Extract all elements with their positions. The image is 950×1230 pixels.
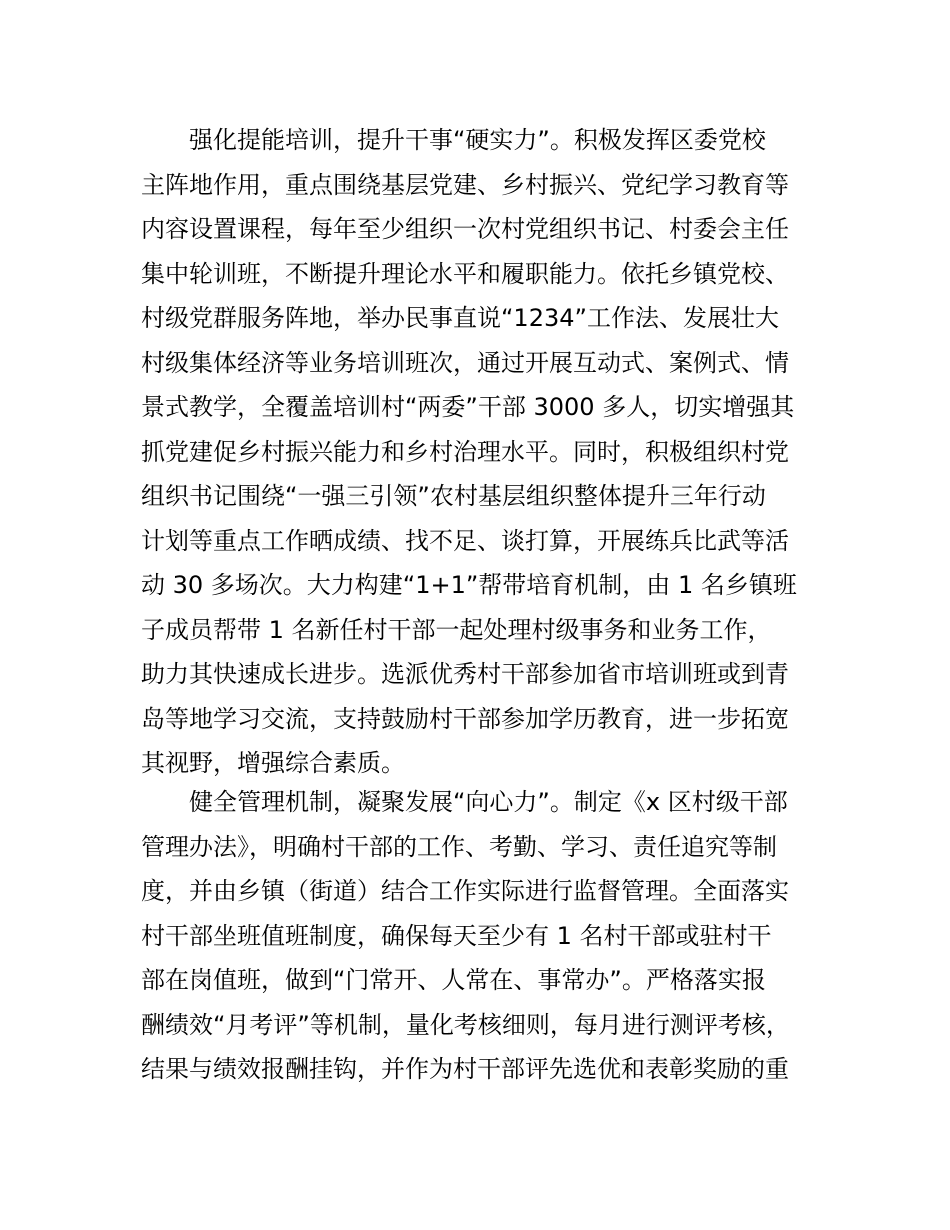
paragraph-line: 其视野，增强综合素质。 [141,749,405,777]
paragraph-line: 子成员帮带 1 名新任村干部一起处理村级事务和业务工作， [141,615,772,644]
paragraph-training [141,118,821,786]
paragraph-line: 抓党建促乡村振兴能力和乡村治理水平。同时，积极组织村党 [141,437,789,466]
paragraph-line: 管理办法》，明确村干部的工作、考勤、学习、责任追究等制 [141,832,777,861]
paragraph-management [141,780,821,1092]
paragraph-line: 动 30 多场次。大力构建“1+1”帮带培育机制，由 1 名乡镇班 [141,571,797,599]
paragraph-line: 酬绩效“月考评”等机制，量化考核细则，每月进行测评考核， [141,1010,790,1039]
paragraph-line: 村级党群服务阵地，举办民事直说“1234”工作法、发展壮大 [141,304,779,332]
paragraph-line: 村级集体经济等业务培训班次，通过开展互动式、案例式、情 [141,348,789,377]
paragraph-line: 部在岗值班，做到“门常开、人常在、事常办”。严格落实报 [141,966,766,994]
paragraph-line: 结果与绩效报酬挂钩，并作为村干部评先选优和表彰奖励的重 [141,1055,789,1083]
paragraph-line: 景式教学，全覆盖培训村“两委”干部 3000 多人，切实增强其 [141,393,795,421]
paragraph-line: 内容设置课程，每年至少组织一次村党组织书记、村委会主任 [141,215,789,243]
paragraph-line: 岛等地学习交流，支持鼓励村干部参加学历教育，进一步拓宽 [141,704,789,733]
paragraph-line: 助力其快速成长进步。选派优秀村干部参加省市培训班或到青 [141,660,789,688]
paragraph-line: 集中轮训班，不断提升理论水平和履职能力。依托乡镇党校、 [141,259,789,288]
paragraph-line: 组织书记围绕“一强三引领”农村基层组织整体提升三年行动 [141,482,766,510]
paragraph-line: 健全管理机制，凝聚发展“向心力”。制定《x 区村级干部 [189,788,788,816]
paragraph-line: 主阵地作用，重点围绕基层党建、乡村振兴、党纪学习教育等 [141,170,789,199]
paragraph-line: 计划等重点工作晒成绩、找不足、谈打算，开展练兵比武等活 [141,526,789,555]
paragraph-line: 度，并由乡镇（街道）结合工作实际进行监督管理。全面落实 [141,877,789,905]
paragraph-line: 村干部坐班值班制度，确保每天至少有 1 名村干部或驻村干 [141,921,772,950]
paragraph-line: 强化提能培训，提升干事“硬实力”。积极发挥区委党校 [189,126,766,154]
